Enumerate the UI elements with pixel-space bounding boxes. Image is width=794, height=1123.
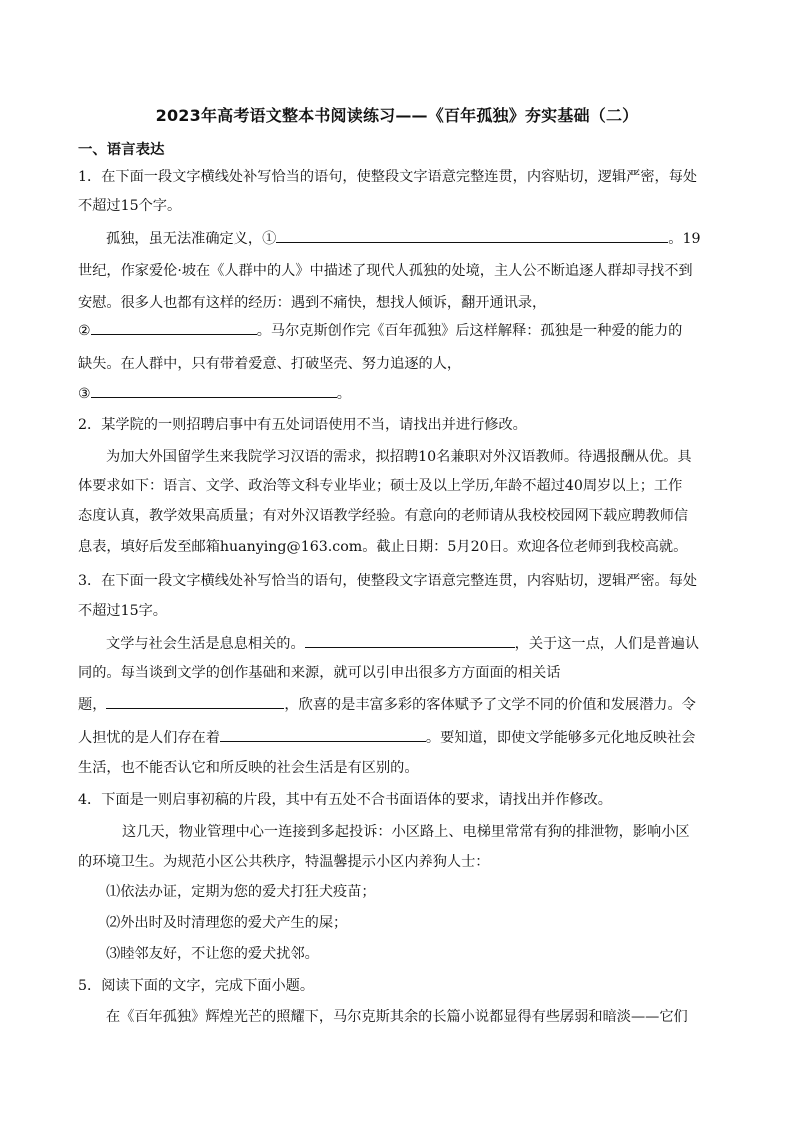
q3-passage-line-3 [78, 694, 718, 715]
q2-passage-line-2: 体要求如下：语言、文学、政治等文科专业毕业；硕士及以上学历,年龄不超过40周岁以上；工作 [78, 478, 683, 494]
q2-prompt: 2．某学院的一则招聘启事中有五处词语使用不当，请找出并进行修改。 [78, 417, 527, 433]
q1-text: 。 [336, 386, 351, 402]
q3-passage-line-2: 同的。每当谈到文学的创作基础和来源，就可以引申出很多方方面面的相关话 [78, 665, 561, 681]
q1-prompt-line-2: 不超过15个字。 [78, 198, 182, 214]
q1-passage-line-6 [78, 383, 718, 404]
answer-blank-4[interactable] [305, 633, 515, 648]
q1-passage-line-2: 世纪，作家爱伦·坡在《人群中的人》中描述了现代人孤独的处境，主人公不断追逐人群却寻找不到 [78, 263, 693, 279]
q1-text: 孤独，虽无法准确定义，① [106, 231, 277, 247]
q4-list-item-2: ⑵外出时及时清理您的爱犬产生的屎； [106, 915, 348, 931]
document-title: 2023年高考语文整本书阅读练习——《百年孤独》夯实基础（二） [155, 106, 639, 125]
q1-passage-line-1 [106, 228, 746, 249]
q1-passage-line-5: 缺失。在人群中，只有带着爱意、打破坚壳、努力追逐的人， [78, 356, 462, 372]
q3-text: 题， [78, 697, 107, 713]
q1-text: ② [78, 323, 91, 339]
q1-text: ③ [78, 386, 91, 402]
answer-blank-6[interactable] [220, 727, 426, 742]
q5-prompt: 5．阅读下面的文字，完成下面小题。 [78, 978, 315, 994]
q4-list-item-1: ⑴依法办证，定期为您的爱犬打狂犬疫苗； [106, 884, 376, 900]
q1-text: 。19 [668, 231, 701, 247]
q2-passage-line-3: 态度认真，教学效果高质量；有对外汉语教学经验。有意向的老师请从我校校园网下载应聘教师信 [78, 508, 689, 524]
q4-passage-line-2: 的环境卫生。为规范小区公共秩序，特温馨提示小区内养狗人士： [78, 854, 490, 870]
q1-passage-line-4 [78, 320, 718, 341]
answer-blank-1[interactable] [276, 228, 668, 243]
q1-passage-line-3: 安慰。很多人也都有这样的经历：遇到不痛快，想找人倾诉，翻开通讯录， [78, 295, 547, 311]
answer-blank-3[interactable] [91, 383, 337, 398]
q1-text: 。马尔克斯创作完《百年孤独》后这样解释：孤独是一种爱的能力的 [256, 323, 683, 339]
q3-prompt-line-1: 3．在下面一段文字横线处补写恰当的语句，使整段文字语意完整连贯，内容贴切，逻辑严密。每处 [78, 573, 698, 589]
q3-prompt-line-2: 不超过15字。 [78, 603, 167, 619]
q3-passage-line-5: 生活，也不能否认它和所反映的社会生活是有区别的。 [78, 760, 419, 776]
answer-blank-2[interactable] [91, 320, 257, 335]
q5-passage-line-1: 在《百年孤独》辉煌光芒的照耀下，马尔克斯其余的长篇小说都显得有些孱弱和暗淡——它们 [106, 1009, 688, 1025]
q3-passage-line-1 [106, 633, 746, 654]
q3-text: 人担忧的是人们存在着 [78, 730, 220, 746]
q2-passage-line-4: 息表，填好后发至邮箱huanying@163.com。截止日期：5月20日。欢迎各位老师到我校高就。 [78, 539, 688, 555]
q3-passage-line-4 [78, 727, 718, 748]
q3-text: ，关于这一点，人们是普遍认 [514, 636, 700, 652]
q4-list-item-3: ⑶睦邻友好，不让您的爱犬扰邻。 [106, 946, 319, 962]
q2-passage-line-1: 为加大外国留学生来我院学习汉语的需求，拟招聘10名兼职对外汉语教师。待遇报酬从优。具 [106, 449, 692, 465]
q3-text: ，欣喜的是丰富多彩的客体赋予了文学不同的价值和发展潜力。令 [284, 697, 696, 713]
q4-passage-line-1: 这几天，物业管理中心一连接到多起投诉：小区路上、电梯里常常有狗的排泄物，影响小区 [122, 824, 690, 840]
section-heading: 一、语言表达 [78, 142, 165, 158]
answer-blank-5[interactable] [106, 694, 284, 709]
q3-text: 。要知道，即使文学能够多元化地反映社会 [425, 730, 696, 746]
q4-prompt: 4．下面是一则启事初稿的片段，其中有五处不合书面语体的要求，请找出并作修改。 [78, 792, 612, 808]
q3-text: 文学与社会生活是息息相关的。 [106, 636, 305, 652]
q1-prompt-line-1: 1．在下面一段文字横线处补写恰当的语句，使整段文字语意完整连贯，内容贴切，逻辑严密，每处 [78, 169, 698, 185]
